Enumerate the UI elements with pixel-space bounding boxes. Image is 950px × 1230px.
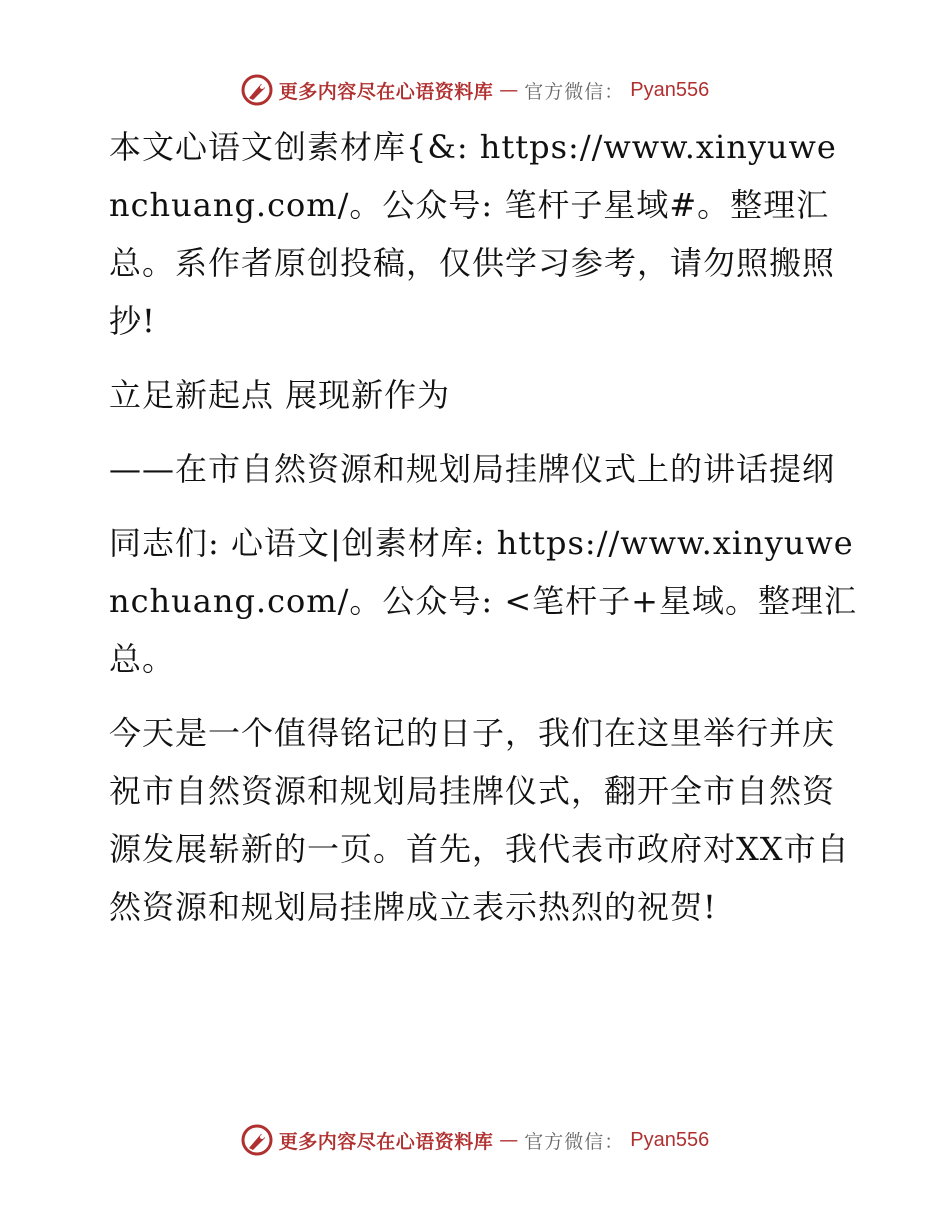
header-official-label: 官方微信： — [524, 80, 625, 103]
speech-subtitle: ——在市自然资源和规划局挂牌仪式上的讲话提纲 — [109, 450, 836, 488]
header-wechat-id: Pyan556 — [630, 78, 710, 101]
speech-title: 立足新起点 展现新作为 — [109, 376, 451, 414]
footer-wechat-id: Pyan556 — [630, 1128, 710, 1151]
pen-nib-logo-icon — [241, 74, 273, 106]
page-footer — [0, 1120, 950, 1160]
footer-banner-text: 更多内容尽在心语资料库 — [278, 1130, 494, 1153]
intro-paragraph: 本文心语文创素材库{&: https://www.xinyuwenchuang.com/。公众号: 笔杆子星域#。整理汇总。系作者原创投稿，仅供学习参考，请勿照搬照抄! — [109, 128, 837, 340]
pen-nib-logo-icon — [241, 1124, 273, 1156]
footer-dash: — — [499, 1129, 519, 1151]
document-body — [97, 118, 857, 952]
footer-official-label: 官方微信： — [524, 1130, 625, 1153]
greeting-paragraph: 同志们: 心语文|创素材库: https://www.xinyuwenchuang.com/。公众号: <笔杆子+星域。整理汇总。 — [109, 524, 857, 678]
header-banner-text: 更多内容尽在心语资料库 — [278, 80, 494, 103]
page-header — [0, 70, 950, 110]
header-dash: — — [499, 79, 519, 101]
body-paragraph: 今天是一个值得铭记的日子，我们在这里举行并庆祝市自然资源和规划局挂牌仪式，翻开全市自然资源发展崭新的一页。首先，我代表市政府对XX市自然资源和规划局挂牌成立表示热烈的祝贺! — [109, 714, 850, 926]
